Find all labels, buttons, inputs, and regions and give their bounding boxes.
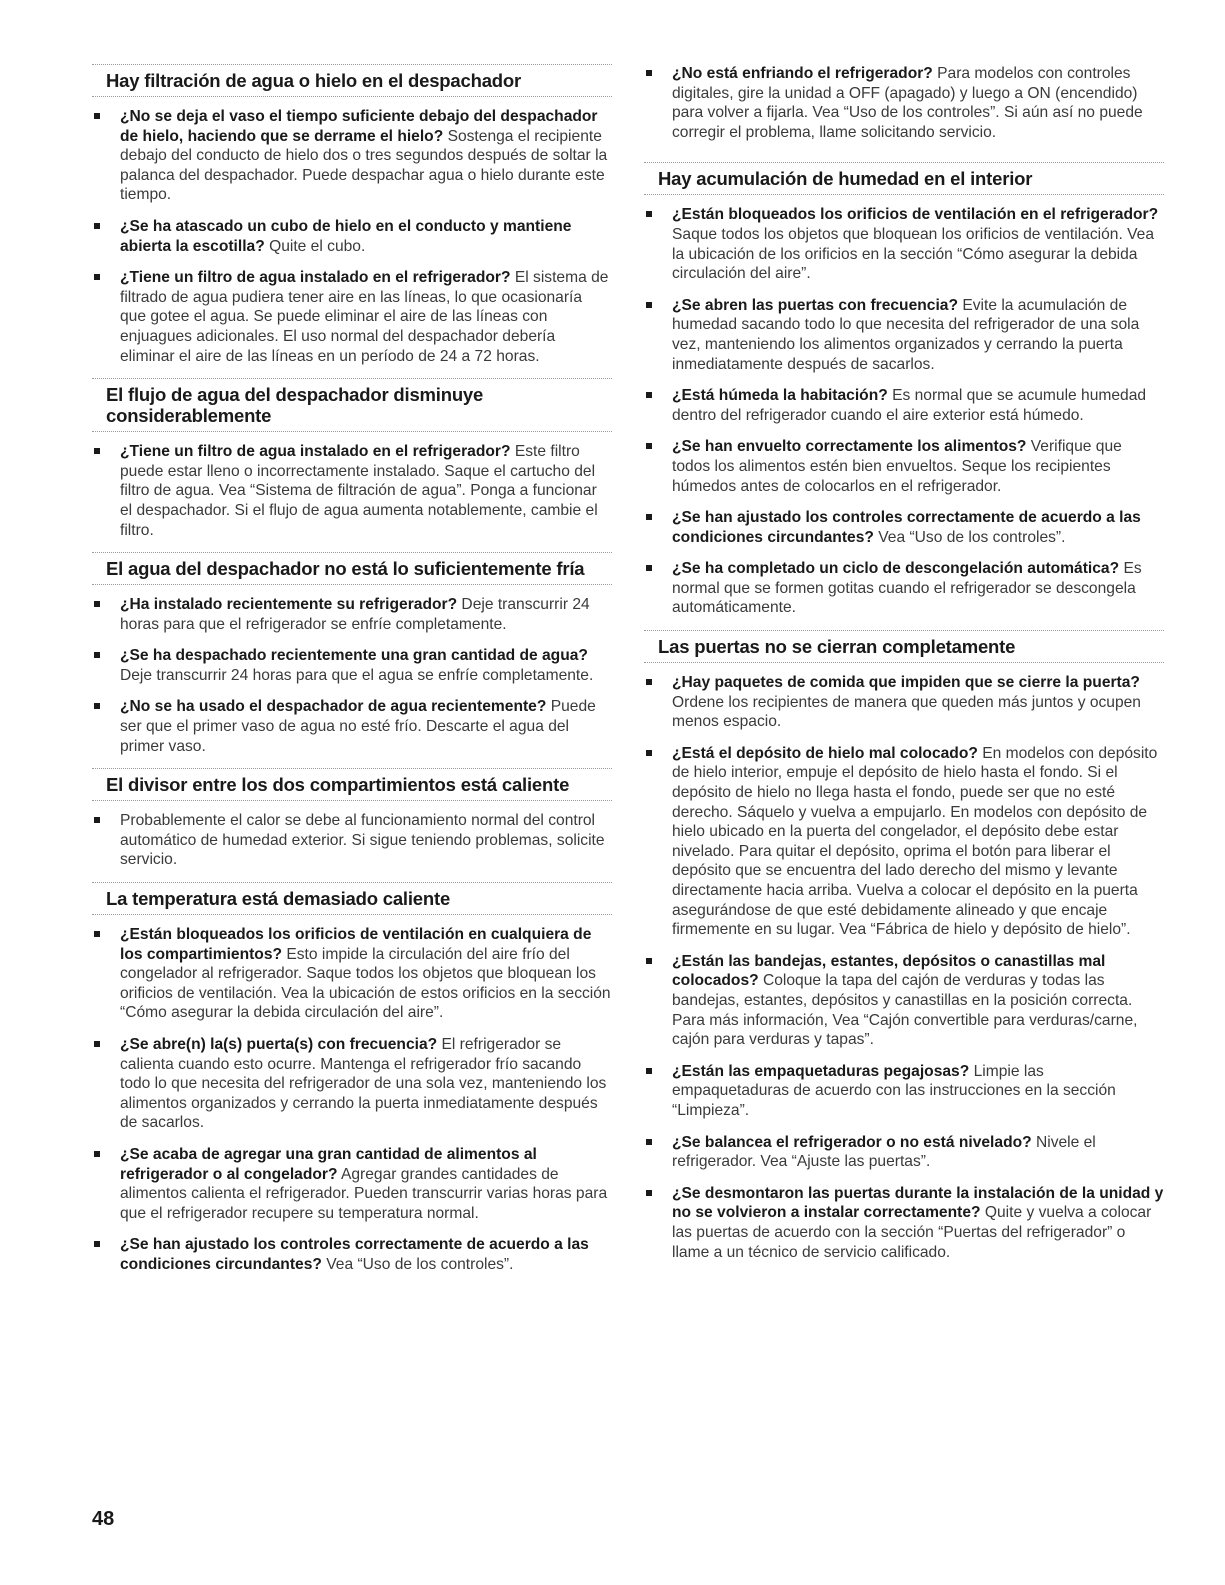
answer: Este filtro puede estar lleno o incorrectamente instalado. Saque el cartucho del filtro de agua. Vea “Sistema de filtración de agua”. Ponga a funcionar el despachador. Si el flujo de agua aumenta notablemente, cambie el filtro. — [120, 443, 598, 539]
question: ¿Tiene un filtro de agua instalado en el refrigerador? — [120, 443, 511, 461]
list-item — [92, 811, 612, 870]
list-item — [92, 268, 612, 366]
answer: Probablemente el calor se debe al funcionamiento normal del control automático de humedad exterior. Si sigue teniendo problemas, solicite servicio. — [120, 812, 605, 869]
section-title: Las puertas no se cierran completamente — [658, 636, 1016, 658]
answer: Evite la acumulación de humedad sacando todo lo que necesita del refrigerador de una sola vez, manteniendo los alimentos organizados y cerrando la puerta inmediatamente después de sacarlos. — [672, 296, 1140, 373]
section-title: Hay acumulación de humedad en el interior — [658, 168, 1033, 190]
answer: Ordene los recipientes de manera que queden más juntos y ocupen menos espacio. — [672, 693, 1141, 731]
list-item — [644, 1184, 1164, 1262]
section-header — [92, 378, 612, 432]
answer: Agregar grandes cantidades de alimentos calienta el refrigerador. Pueden transcurrir varias horas para que el refrigerador recupere su temperatura normal. — [120, 1165, 608, 1222]
section-header — [92, 64, 612, 97]
question: ¿No está enfriando el refrigerador? — [672, 65, 933, 82]
list-item — [92, 925, 612, 1023]
question: ¿No se ha usado el despachador de agua recientemente? — [120, 698, 547, 716]
question: ¿Se acaba de agregar una gran cantidad de alimentos al refrigerador o al congelador? — [120, 1145, 537, 1183]
list-item — [644, 673, 1164, 732]
list-item — [92, 646, 612, 685]
answer: El sistema de filtrado de agua pudiera tener aire en las líneas, lo que ocasionaría que gotee el agua. Se puede eliminar el aire de las líneas con enjuagues adicionales. El uso normal del despachador debería eliminar el aire de las líneas en un período de 24 a 72 horas. — [120, 269, 609, 365]
section-title: El divisor entre los dos compartimientos está caliente — [106, 774, 570, 796]
question: ¿Están las bandejas, estantes, depósitos o canastillas mal colocados? — [672, 952, 1106, 990]
list-item — [644, 64, 1164, 142]
answer: Deje transcurrir 24 horas para que el agua se enfríe completamente. — [120, 666, 594, 684]
answer: Coloque la tapa del cajón de verduras y todas las bandejas, estantes, depósitos y canastillas en la posición correcta. Para más información, Vea “Cajón convertible para verduras/carne, cajón para verduras y tapas”. — [672, 972, 1138, 1049]
question: ¿Se han ajustado los controles correctamente de acuerdo a las condiciones circundantes? — [120, 1236, 589, 1273]
section-header — [644, 630, 1164, 663]
list-item — [92, 107, 612, 205]
answer: El refrigerador se calienta cuando esto ocurre. Mantenga el refrigerador frío sacando todo lo que necesita del refrigerador de una sola vez, manteniendo los alimentos organizados y cerrando la puerta inmediatamente después de sacarlos. — [120, 1036, 607, 1132]
answer: Vea “Uso de los controles”. — [321, 1255, 514, 1273]
question: ¿Está húmeda la habitación? — [672, 387, 888, 405]
section-header — [92, 552, 612, 585]
list-item — [92, 1235, 612, 1274]
question: ¿Se han ajustado los controles correctamente de acuerdo a las condiciones circundantes? — [672, 509, 1141, 546]
section-water-leak — [92, 64, 612, 366]
list-item — [92, 217, 612, 256]
answer: Deje transcurrir 24 horas para que el refrigerador se enfríe completamente. — [120, 596, 590, 633]
question: ¿Se ha completado un ciclo de descongelación automática? — [672, 560, 1120, 578]
answer: Verifique que todos los alimentos estén bien envueltos. Seque los recipientes húmedos antes de colocarlos en el refrigerador. — [672, 438, 1122, 495]
question: ¿Hay paquetes de comida que impiden que se cierre la puerta? — [672, 674, 1140, 692]
answer: Quite y vuelva a colocar las puertas de acuerdo con la sección “Puertas del refrigerador” o llame a un técnico de servicio calificado. — [672, 1204, 1152, 1261]
list-item — [644, 386, 1164, 425]
section-water-not-cold — [92, 552, 612, 756]
list-item — [92, 697, 612, 756]
answer: En modelos con depósito de hielo interior, empuje el depósito de hielo hasta el fondo. Si el depósito de hielo no llega hasta el fondo, puede ser que no esté derecho. Sáquelo y vuelva a empujarlo. En modelos con depósito de hielo ubicado en la puerta del congelador, el depósito debe estar nivelado. Para quitar el depósito, oprima el botón para liberar el depósito que se encuentra del lado derecho del mismo y levante directamente hacia arriba. Vuelva a colocar el depósito en la puerta asegurándose de que esté debidamente alineado y que encaje firmemente en su lugar. Vea “Fábrica de hielo y depósito de hielo”. — [672, 744, 1158, 939]
answer: Sostenga el recipiente debajo del conducto de hielo dos o tres segundos después de soltar la palanca del despachador. Puede despachar agua o hielo durante este tiempo. — [120, 127, 608, 204]
section-doors-not-closing — [644, 630, 1164, 1262]
question: ¿Se abren las puertas con frecuencia? — [672, 296, 958, 314]
list-item — [644, 508, 1164, 547]
answer: Es normal que se acumule humedad dentro del refrigerador cuando el aire exterior está húmedo. — [672, 387, 1147, 424]
section-moisture-buildup — [644, 162, 1164, 618]
section-title: Hay filtración de agua o hielo en el despachador — [106, 70, 521, 91]
list-item — [644, 205, 1164, 283]
answer: Puede ser que el primer vaso de agua no esté frío. Descarte el agua del primer vaso. — [120, 698, 596, 755]
answer: Nivele el refrigerador. Vea “Ajuste las puertas”. — [672, 1133, 1096, 1171]
answer: Saque todos los objetos que bloquean los orificios de ventilación. Vea la ubicación de los orificios en la sección “Cómo asegurar la debida circulación del aire”. — [672, 225, 1155, 283]
section-not-cooling — [644, 64, 1164, 142]
section-title: El flujo de agua del despachador disminuye considerablemente — [106, 384, 484, 427]
list-item — [92, 595, 612, 634]
question: ¿No se deja el vaso el tiempo suficiente debajo del despachador de hielo, haciendo que se derrame el hielo? — [120, 108, 598, 145]
question: ¿Se ha despachado recientemente una gran cantidad de agua? — [120, 647, 588, 665]
section-header — [92, 882, 612, 915]
list-item — [644, 744, 1164, 940]
question: ¿Se han envuelto correctamente los alimentos? — [672, 438, 1027, 456]
question: ¿Están bloqueados los orificios de ventilación en cualquiera de los compartimientos? — [120, 926, 592, 963]
right-column — [644, 64, 1164, 1274]
question: ¿Se desmontaron las puertas durante la instalación de la unidad y no se volvieron a instalar correctamente? — [672, 1184, 1164, 1222]
left-column — [92, 64, 612, 1287]
answer: Vea “Uso de los controles”. — [873, 528, 1066, 546]
answer: Para modelos con controles digitales, gire la unidad a OFF (apagado) y luego a ON (encendido) para volver a fijarla. Vea “Uso de los controles”. Si aún así no puede corregir el problema, llame solicitando servicio. — [672, 65, 1143, 141]
list-item — [644, 952, 1164, 1050]
answer: Limpie las empaquetaduras de acuerdo con las instrucciones en la sección “Limpieza”. — [672, 1062, 1116, 1119]
section-title: El agua del despachador no está lo suficientemente fría — [106, 558, 585, 580]
list-item — [644, 1133, 1164, 1172]
question: ¿Están bloqueados los orificios de ventilación en el refrigerador? — [672, 206, 1159, 224]
list-item — [644, 296, 1164, 374]
question: ¿Ha instalado recientemente su refrigerador? — [120, 596, 458, 614]
section-temperature-too-warm — [92, 882, 612, 1275]
list-item — [644, 1062, 1164, 1121]
question: ¿Se ha atascado un cubo de hielo en el conducto y mantiene abierta la escotilla? — [120, 217, 572, 255]
question: ¿Está el depósito de hielo mal colocado? — [672, 744, 978, 762]
list-item — [92, 442, 612, 540]
section-divider-hot — [92, 768, 612, 870]
list-item — [644, 437, 1164, 496]
question: ¿Están las empaquetaduras pegajosas? — [672, 1062, 970, 1080]
section-header — [92, 768, 612, 801]
question: ¿Tiene un filtro de agua instalado en el refrigerador? — [120, 269, 511, 287]
list-item — [92, 1035, 612, 1133]
question: ¿Se balancea el refrigerador o no está nivelado? — [672, 1133, 1032, 1151]
answer: Es normal que se formen gotitas cuando el refrigerador se descongela automáticamente. — [672, 560, 1142, 617]
section-water-flow — [92, 378, 612, 540]
section-header — [644, 162, 1164, 195]
list-item — [644, 559, 1164, 618]
answer: Quite el cubo. — [264, 237, 366, 255]
section-title: La temperatura está demasiado caliente — [106, 888, 451, 910]
page-number: 48 — [92, 1508, 115, 1530]
question: ¿Se abre(n) la(s) puerta(s) con frecuencia? — [120, 1036, 438, 1053]
list-item — [92, 1145, 612, 1223]
answer: Esto impide la circulación del aire frío del congelador al refrigerador. Saque todos los objetos que bloquean los orificios de ventilación. Vea la ubicación de estos orificios en la sección “Cómo asegurar la debida circulación del aire”. — [120, 945, 611, 1022]
